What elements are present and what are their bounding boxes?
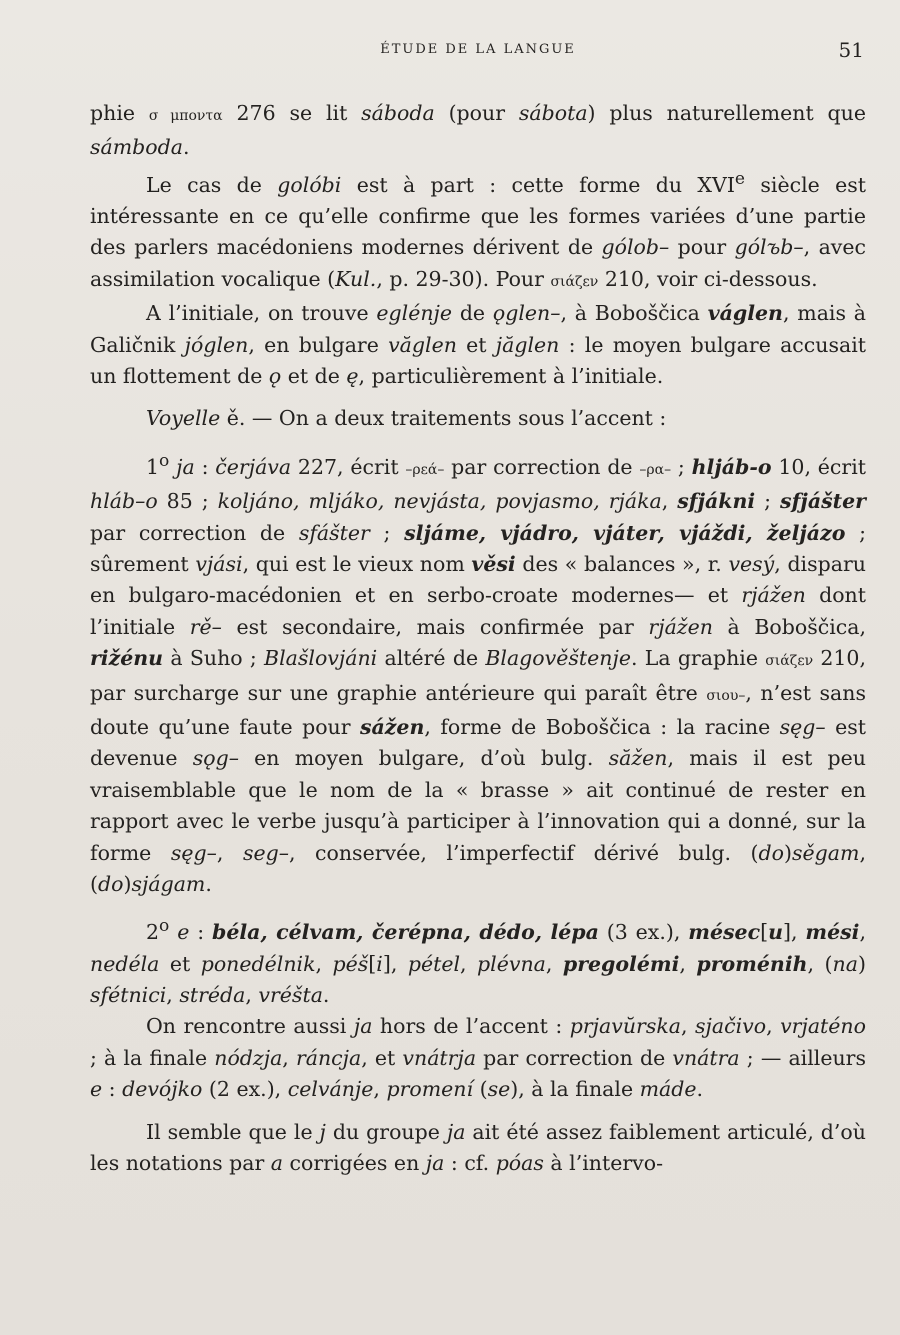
cited-form: sáboda	[361, 101, 435, 125]
cited-form: máde	[639, 1077, 697, 1102]
cited-form: vréšta	[258, 983, 323, 1008]
cited-form: hljáb-o	[691, 454, 772, 479]
cited-form: sážen	[359, 714, 425, 739]
cited-form: văglen	[388, 332, 457, 357]
cited-form: ja	[446, 1119, 466, 1144]
cited-form: póas	[495, 1151, 544, 1176]
cited-form: devójko	[122, 1077, 203, 1102]
cited-form: na	[832, 951, 858, 976]
cited-form: do	[98, 872, 124, 896]
cited-form: ja	[176, 454, 195, 479]
cited-form: nedéla	[90, 951, 160, 976]
cited-form: rjážen	[741, 583, 806, 608]
cited-form: sǫg–	[192, 746, 239, 771]
running-head: ÉTUDE DE LA LANGUE	[380, 42, 576, 57]
cited-form: mési	[805, 920, 860, 945]
greek-graphie: σιάζεν	[550, 273, 599, 290]
paragraph-golobi: Le cas de golóbi est à part : cette forme du XVIe siècle est intéressante en ce qu’elle confirme que les formes variées d’une partie des parlers macédoniens modernes dérivent de gólob– pour gólъb–, avec assimilation vocalique (Kul., p. 29-30). Pour σιάζεν 210, voir ci-dessous.	[90, 168, 867, 291]
paragraph-voyelle: Voyelle ě. — On a deux traitements sous l’accent :	[146, 406, 667, 431]
cited-form: Blašlovjáni	[264, 646, 378, 671]
cited-form: a	[270, 1151, 284, 1176]
greek-graphie: –ρα–	[639, 461, 672, 478]
cited-form: pregolémi	[562, 951, 680, 976]
cited-form: do	[758, 840, 785, 865]
cited-form: Voyelle	[146, 406, 221, 431]
cited-form: gólob–	[601, 235, 670, 260]
cited-form: plévna	[477, 951, 546, 976]
cited-form: mésec	[688, 920, 761, 945]
cited-form: sěgam	[792, 840, 860, 865]
cited-form: pétel	[407, 951, 461, 976]
superscript: o	[159, 916, 170, 937]
cited-form: sfétnici	[90, 983, 167, 1008]
cited-form: čerjáva	[215, 454, 292, 479]
cited-form: věsi	[471, 551, 516, 576]
cited-form: sábota	[518, 101, 588, 125]
greek-graphie: –ρεά–	[405, 461, 445, 478]
cited-form: ponedélnik	[200, 951, 316, 976]
paragraph-hors-accent: On rencontre aussi ja hors de l’accent : prjavŭrska, sjačivo, vrjaténo ; à la finale nódzja, ráncja, et vnátrja par correction de vnátra ; — ailleurs e : devójko (2 ex.), celvánje, promení (se), à la finale máde.	[90, 1014, 867, 1102]
cited-form: péš	[332, 951, 369, 976]
cited-form: sfjákni	[677, 489, 756, 514]
cited-form: prjavŭrska	[569, 1014, 681, 1039]
cited-form: Blagověštenje	[485, 646, 631, 671]
cited-form: sfášter	[298, 520, 370, 545]
cited-form: Kul.	[335, 266, 377, 291]
cited-form: gólъb–	[734, 235, 804, 260]
cited-form: koljáno, mljáko, nevjásta, povjasmo, rjáka	[217, 489, 662, 514]
cited-form: ja	[353, 1014, 373, 1039]
cited-form: ja	[425, 1151, 445, 1176]
cited-form: ę	[346, 364, 359, 389]
cited-form: sfjášter	[780, 489, 866, 514]
cited-form: ráncja	[295, 1045, 362, 1070]
cited-form: u	[768, 920, 783, 945]
cited-form: i	[376, 951, 383, 976]
page-header	[90, 38, 866, 64]
cited-form: jăglen	[495, 332, 560, 357]
cited-form: golóbi	[277, 172, 342, 197]
cited-form: rě–	[189, 614, 222, 639]
cited-form: vnátrja	[402, 1045, 477, 1070]
cited-form: váglen	[707, 301, 783, 326]
cited-form: hláb–o	[90, 489, 158, 514]
cited-form: rižénu	[90, 646, 164, 671]
cited-form: sęg–	[170, 840, 217, 865]
cited-form: seg–	[242, 840, 289, 865]
superscript: e	[734, 168, 746, 189]
cited-form: vnátra	[672, 1045, 740, 1070]
cited-form: jóglen	[184, 332, 249, 357]
greek-graphie: σ μποντα	[148, 108, 223, 124]
cited-form: e	[90, 1077, 103, 1102]
cited-form: ǫglen–	[492, 301, 561, 326]
cited-form: eglénje	[376, 301, 453, 326]
cited-form: béla, célvam, čerépna, dédo, lépa	[212, 920, 599, 945]
paragraph-first-treatment: 1$^o$ ja : čerjáva 227, écrit –ρεά– par correction de –ρα– ; hljáb-o 10, écrit hláb–o 85 ; koljáno, mljáko, nevjásta, povjasmo, rjáka, sfjákni ; sfjášter par correction de sfášter ; sljáme, vjádro, vjáter, vjáždi, željázo ; sûrement vjási, qui est le vieux nom věsi des « balances », r. vesý, disparu en bulgaro-macédonien et en serbo-croate modernes— et rjážen dont l’initiale rě– est secondaire, mais confirmée par rjážen à Boboščica, rižénu à Suho ; Blašlovjáni altéré de Blagověštenje. La graphie σιάζεν 210, par surcharge sur une graphie antérieure qui paraît être σιου–, n’est sans doute qu’une faute pour sážen, forme de Boboščica : la racine sęg– est devenue sǫg– en moyen bulgare, d’où bulg. săžen, mais il est peu vraisemblable que le nom de la « brasse » ait continué de rester en rapport avec le verbe jusqu’à participer à l’innovation qui a donné, sur la forme sęg–, seg–, conservée, l’imperfectif dérivé bulg. (do)sěgam, (do)sjágam.	[90, 450, 867, 896]
cited-form: vrjaténo	[780, 1014, 866, 1039]
cited-form: vesý	[728, 551, 775, 576]
cited-form: proménih	[696, 951, 808, 976]
cited-form: sjačivo	[695, 1014, 767, 1039]
paragraph-groupe-ja: Il semble que le j du groupe ja ait été assez faiblement articulé, d’où les notations par a corrigées en ja : cf. póas à l’intervo-	[90, 1119, 866, 1176]
paragraph-intro: phie σ μποντα 276 se lit sáboda (pour sábota) plus naturellement que sámboda.	[90, 101, 866, 160]
superscript: o	[159, 450, 170, 471]
greek-graphie: σιάζεν	[765, 653, 814, 670]
cited-form: vjási	[195, 551, 243, 576]
cited-form: sámboda	[90, 135, 183, 160]
cited-form: sljáme, vjádro, vjáter, vjáždi, željázo	[404, 520, 846, 545]
page-number: 51	[838, 38, 864, 62]
greek-graphie: σιου–	[706, 687, 746, 704]
cited-form: j	[319, 1119, 326, 1144]
cited-form: ǫ	[268, 364, 282, 389]
cited-form: săžen	[608, 746, 668, 771]
cited-form: e	[177, 920, 190, 945]
cited-form: stréda	[179, 983, 246, 1008]
cited-form: se	[487, 1077, 511, 1102]
cited-form: celvánje	[287, 1077, 374, 1102]
cited-form: nódzja	[214, 1045, 283, 1070]
cited-form: sjágam	[131, 872, 206, 896]
paragraph-second-treatment: 2$^o$ e : béla, célvam, čerépna, dédo, lépa (3 ex.), mésec[u], mési, nedéla et ponedélnik, péš[i], pétel, plévna, pregolémi, proménih, (na) sfétnici, stréda, vréšta.	[90, 916, 866, 1008]
body-text	[90, 98, 866, 1179]
cited-form: promení	[386, 1077, 474, 1102]
cited-form: sęg–	[779, 714, 826, 739]
cited-form: rjážen	[648, 614, 713, 639]
paragraph-initiale: A l’initiale, on trouve eglénje de ǫglen–, à Boboščica váglen, mais à Galičnik jóglen, en bulgare văglen et jăglen : le moyen bulgare accusait un flottement de ǫ et de ę, particulièrement à l’initiale.	[90, 301, 866, 389]
